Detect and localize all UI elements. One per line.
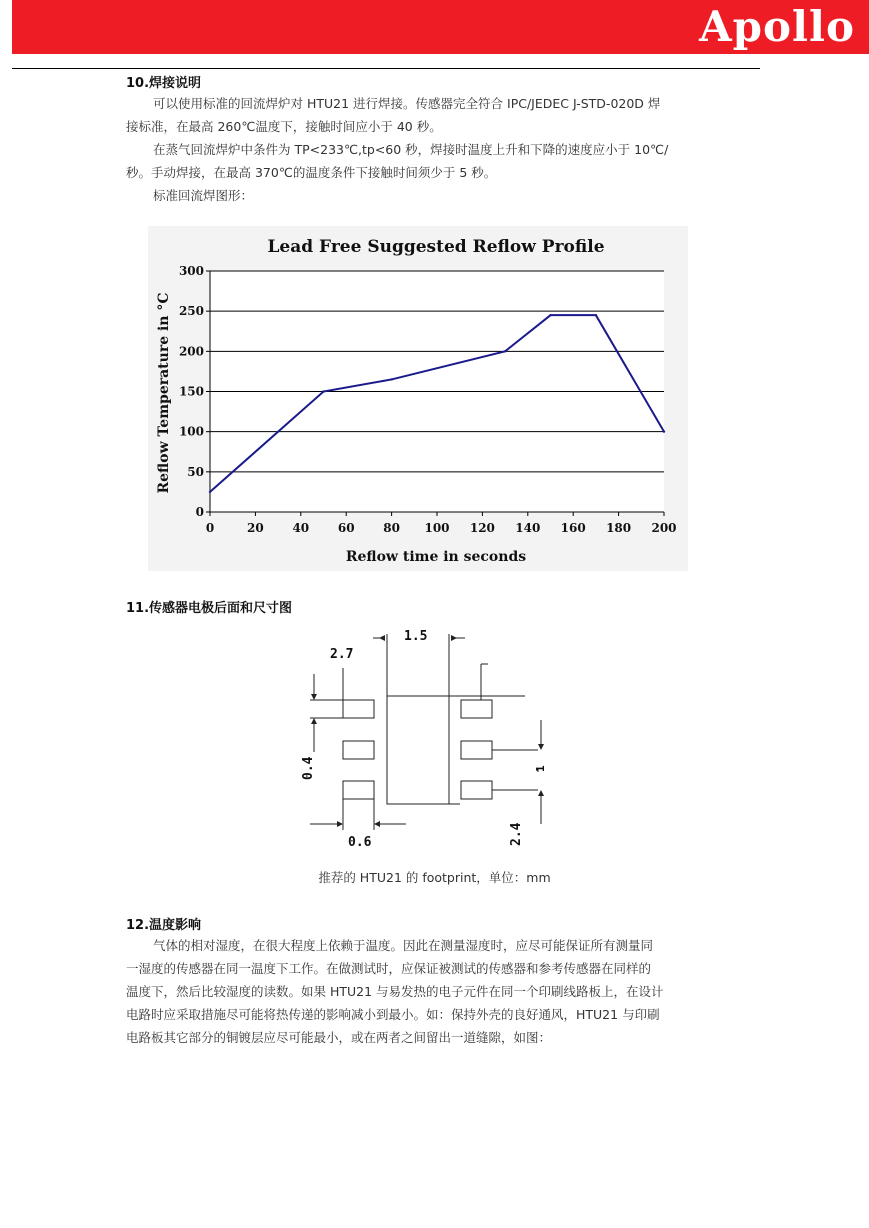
- section-10-title: 10.焊接说明: [126, 76, 202, 91]
- s10-line-5: 标准回流焊图形：: [153, 188, 254, 203]
- chart-x-tick-label: 20: [247, 521, 264, 535]
- s12-line-4: 电路时应采取措施尽可能将热传递的影响减小到最小。如：保持外壳的良好通风，HTU21 与印刷: [126, 1007, 660, 1022]
- chart-x-tick-label: 100: [424, 521, 450, 535]
- chart-y-tick-label: 50: [187, 464, 204, 479]
- pad-right-2: [461, 741, 492, 759]
- s10-line-1: 可以使用标准的回流焊炉对 HTU21 进行焊接。传感器完全符合 IPC/JEDEC J-STD-020D 焊: [153, 96, 661, 111]
- s12-line-1: 气体的相对湿度，在很大程度上依赖于温度。因此在测量湿度时，应尽可能保证所有测量同: [153, 938, 654, 953]
- header-rule: [12, 68, 760, 69]
- chart-y-tick-label: 150: [178, 384, 204, 399]
- chart-data-point: [390, 378, 392, 380]
- chart-y-tick-label: 200: [178, 344, 204, 359]
- s12-line-5: 电路板其它部分的铜镀层应尽可能最小，或在两者之间留出一道缝隙，如图：: [126, 1030, 552, 1045]
- footprint-caption: 推荐的 HTU21 的 footprint，单位：mm: [318, 870, 551, 885]
- dim-1-5: 1.5: [404, 629, 428, 644]
- chart-x-tick-label: 140: [515, 521, 541, 535]
- chart-x-tick-label: 120: [469, 521, 495, 535]
- chart-data-point: [322, 390, 324, 392]
- chart-data-point: [209, 491, 211, 493]
- dim-0-4: 0.4: [301, 756, 316, 780]
- pad-left-1: [343, 700, 374, 718]
- chart-x-tick-label: 60: [337, 521, 355, 535]
- chart-y-tick-label: 300: [178, 264, 204, 278]
- s10-line-3: 在蒸气回流焊炉中条件为 TP<233℃,tp<60 秒，焊接时温度上升和下降的速度应小于 10℃/: [153, 142, 669, 157]
- chart-x-tick-label: 200: [651, 521, 677, 535]
- pad-left-3: [343, 781, 374, 799]
- pad-left-2: [343, 741, 374, 759]
- chart-y-label: Reflow Temperature in °C: [156, 292, 172, 494]
- chart-title: Lead Free Suggested Reflow Profile: [267, 237, 605, 257]
- chart-x-tick-label: 0: [205, 521, 215, 535]
- header-bar: [12, 0, 869, 54]
- chart-data-point: [663, 430, 665, 432]
- s10-line-4: 秒。手动焊接，在最高 370℃的温度条件下接触时间须少于 5 秒。: [126, 165, 497, 180]
- chart-y-tick-label: 100: [178, 424, 204, 439]
- s12-line-3: 温度下，然后比较湿度的读数。如果 HTU21 与易发热的电子元件在同一个印刷线路板上，在设计: [126, 984, 664, 999]
- footprint-svg: [300, 624, 560, 856]
- chart-x-tick-label: 40: [292, 521, 310, 535]
- reflow-chart-svg: [148, 226, 688, 571]
- chart-y-tick-label: 0: [195, 505, 204, 519]
- chart-x-tick-label: 160: [560, 521, 586, 535]
- section-10-body: [126, 92, 746, 207]
- chart-y-tick-label: 250: [178, 304, 204, 319]
- section-11-title: 11.传感器电极后面和尺寸图: [126, 601, 293, 616]
- chart-x-tick-label: 180: [606, 521, 632, 535]
- pad-right-3: [461, 781, 492, 799]
- chart-x-label: Reflow time in seconds: [345, 549, 527, 565]
- sensor-body: [387, 696, 449, 804]
- chart-data-point: [595, 314, 597, 316]
- dim-1: 1: [534, 765, 547, 772]
- dim-2-4: 2.4: [509, 822, 524, 846]
- chart-data-point: [549, 314, 551, 316]
- dim-0-6: 0.6: [348, 835, 372, 850]
- dim-2-7: 2.7: [330, 647, 354, 662]
- section-12-body: [126, 934, 746, 1049]
- chart-data-point: [504, 350, 506, 352]
- reflow-chart: [148, 226, 688, 571]
- s10-line-2: 接标准，在最高 260℃温度下，接触时间应小于 40 秒。: [126, 119, 442, 134]
- brand-logo: Apollo: [699, 2, 855, 51]
- pad-right-1: [461, 700, 492, 718]
- chart-x-tick-label: 80: [383, 521, 400, 535]
- s12-line-2: 一湿度的传感器在同一温度下工作。在做测试时，应保证被测试的传感器和参考传感器在同样的: [126, 961, 652, 976]
- footprint-diagram: [300, 624, 560, 856]
- section-12-title: 12.温度影响: [126, 918, 202, 933]
